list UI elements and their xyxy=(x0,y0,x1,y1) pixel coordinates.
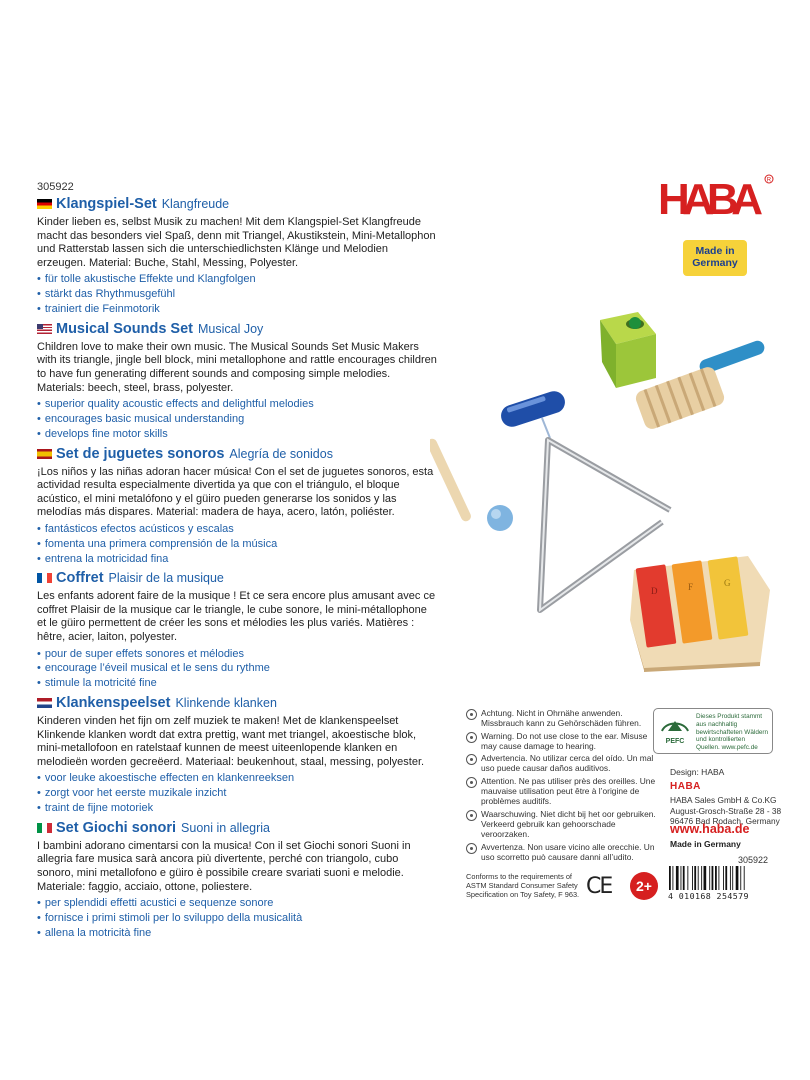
barcode-bar xyxy=(687,866,688,890)
section-title: Set Giochi sonori xyxy=(56,819,177,836)
pefc-certificate xyxy=(653,708,773,754)
warning-item xyxy=(466,753,656,774)
barcode-bar xyxy=(740,866,741,890)
warnings-list xyxy=(466,708,656,864)
feature-item: • develops fine motor skills xyxy=(37,427,437,442)
section-title: Klankenspeelset xyxy=(56,695,171,712)
warning-item xyxy=(466,842,656,863)
article-number-footer: 305922 xyxy=(738,855,769,865)
product-illustration xyxy=(430,290,800,680)
section-title: Musical Sounds Set xyxy=(56,320,193,337)
feature-item: • stimule la motricité fine xyxy=(37,676,437,691)
section-header xyxy=(37,695,437,714)
section-header xyxy=(37,820,437,839)
company-name: HABA Sales GmbH & Co.KG xyxy=(670,795,777,805)
feature-item: • pour de super effets sonores et mélodies xyxy=(37,647,437,662)
section-de xyxy=(37,196,437,317)
astm-compliance-text: Conforms to the requirements of ASTM Standard Consumer Safety Specification on Toy Safety, F 963. xyxy=(466,872,580,900)
barcode-bar xyxy=(744,866,745,890)
feature-item: • traint de fijne motoriek xyxy=(37,801,437,816)
feature-item: • encourage l’éveil musical et le sens du rythme xyxy=(37,661,437,676)
section-header xyxy=(37,446,437,465)
section-subtitle: Suoni in allegria xyxy=(181,820,270,835)
pefc-tree-icon xyxy=(658,713,692,747)
pefc-text: Dieses Produkt stammt aus nachhaltig bewirtschafteten Wäldern und kontrollierten Quellen. www.pefc.de xyxy=(696,713,769,752)
ear-warning-icon xyxy=(466,843,477,854)
section-subtitle: Musical Joy xyxy=(197,321,264,336)
warning-text: Attention. Ne pas utiliser près des oreilles. Une mauvaise utilisation peut être à l’origine de problèmes auditifs. xyxy=(481,775,656,807)
made-in-line1: Made in xyxy=(695,245,735,257)
feature-list xyxy=(37,647,437,691)
barcode-bar xyxy=(672,866,673,890)
ear-warning-icon xyxy=(466,732,477,743)
ear-warning-icon xyxy=(466,777,477,788)
feature-item: • superior quality acoustic effects and delightful melodies xyxy=(37,397,437,412)
ear-warning-icon xyxy=(466,709,477,720)
website-link[interactable]: www.haba.de xyxy=(670,822,750,836)
feature-list xyxy=(37,272,437,316)
warning-item xyxy=(466,809,656,840)
feature-item: • fantásticos efectos acústicos y escalas xyxy=(37,522,437,537)
feature-item: • allena la motricità fine xyxy=(37,926,437,941)
feature-list xyxy=(37,397,437,441)
warning-item xyxy=(466,708,656,729)
section-body: Kinder lieben es, selbst Musik zu machen! Mit dem Klangspiel-Set Klangfreude macht das besonders viel Spaß, denn mit Triangel, Akustikstein, Mini-Metallophon und Ratterstab lassen sich die unterschiedlichsten Klänge und Melodien erzeugen. Material: Buche, Stahl, Messing, Polyester. xyxy=(37,216,436,269)
barcode-bar xyxy=(692,866,693,890)
metallophone-icon xyxy=(630,556,770,672)
section-subtitle: Alegría de sonidos xyxy=(229,446,333,461)
feature-item: • stärkt das Rhythmusgefühl xyxy=(37,287,437,302)
section-it xyxy=(37,820,437,941)
section-us xyxy=(37,321,437,442)
barcode-bar xyxy=(669,866,671,890)
made-in-germany-text: Made in Germany xyxy=(670,839,741,849)
ear-warning-icon xyxy=(466,754,477,765)
barcode-bar xyxy=(715,866,717,890)
feature-item: • entrena la motricidad fina xyxy=(37,552,437,567)
feature-item: • zorgt voor het eerste muzikale inzicht xyxy=(37,786,437,801)
pefc-label: PEFC xyxy=(665,738,685,745)
feature-list xyxy=(37,896,437,940)
product-descriptions xyxy=(37,196,437,945)
triangle-holder-icon xyxy=(498,388,568,438)
warning-text: Waarschuwing. Niet dicht bij het oor gebruiken. Verkeerd gebruik kan gehoorschade veroorzaken. xyxy=(481,808,656,840)
feature-item: • voor leuke akoestische effecten en klankenreeksen xyxy=(37,771,437,786)
barcode-bar xyxy=(683,866,685,890)
flag-us-icon xyxy=(37,324,52,334)
feature-item: • trainiert die Feinmotorik xyxy=(37,302,437,317)
section-subtitle: Klinkende klanken xyxy=(175,696,277,711)
haba-logo xyxy=(656,170,776,222)
warning-text: Warning. Do not use close to the ear. Misuse may cause damage to hearing. xyxy=(481,730,648,751)
green-sound-block-icon xyxy=(600,312,656,388)
section-body: ¡Los niños y las niñas adoran hacer música! Con el set de juguetes sonoros, esta actividad resulta especialmente divertida ya que con el triángulo, el bloque acústico, el mini metalófono y el güiro pueden generarse los sonidos y las melodías más dispares. Material: madera de haya, acero, latón, poliéster. xyxy=(37,465,434,519)
beater-stick-icon xyxy=(430,437,513,531)
feature-list xyxy=(37,522,437,566)
barcode-icon xyxy=(665,866,775,910)
barcode-bar xyxy=(730,866,731,890)
section-body: I bambini adorano cimentarsi con la musica! Con il set Giochi sonori Suoni in allegria fare musica sarà ancora più divertente, perché con triangolo, cubo sonoro, mini metallofono e güiro è possibile creare svariati suoni e melodie. Materiale: faggio, acciaio, ottone, poliestere. xyxy=(37,839,411,893)
barcode-bar xyxy=(723,866,724,890)
svg-text:HABA: HABA xyxy=(658,175,762,222)
haba-small-logo: HABA xyxy=(670,781,701,792)
barcode-bar xyxy=(681,866,682,890)
section-header xyxy=(37,321,437,340)
feature-item: • fornisce i primi stimoli per lo sviluppo della musicalità xyxy=(37,911,437,926)
flag-it-icon xyxy=(37,823,52,833)
xylophone-key-f: F xyxy=(688,582,694,592)
xylophone-key-d: D xyxy=(651,586,658,596)
barcode-bar xyxy=(709,866,710,890)
flag-de-icon xyxy=(37,199,52,209)
barcode-bar xyxy=(704,866,707,890)
svg-text:R: R xyxy=(766,177,772,184)
warning-item xyxy=(466,731,656,752)
flag-nl-icon xyxy=(37,698,52,708)
section-header xyxy=(37,570,437,589)
barcode-bar xyxy=(694,866,696,890)
barcode-bar xyxy=(712,866,714,890)
warning-text: Avvertenza. Non usare vicino alle orecchie. Un uso scorretto può causare danni all’udito. xyxy=(481,841,655,862)
feature-item: • per splendidi effetti acustici e sequenze sonore xyxy=(37,896,437,911)
section-title: Coffret xyxy=(56,570,104,587)
ear-warning-icon xyxy=(466,810,477,821)
section-title: Klangspiel-Set xyxy=(56,196,157,212)
made-in-germany-badge xyxy=(683,240,747,276)
feature-item: • encourages basic musical understanding xyxy=(37,412,437,427)
flag-es-icon xyxy=(37,449,52,459)
section-nl xyxy=(37,695,437,816)
article-number: 305922 xyxy=(37,181,74,193)
warning-text: Achtung. Nicht in Ohrnähe anwenden. Missbrauch kann zu Gehörschäden führen. xyxy=(481,708,642,729)
company-city: 96476 Bad Rodach, Germany xyxy=(670,816,780,826)
section-body: Les enfants adorent faire de la musique ! Et ce sera encore plus amusant avec ce coffret Plaisir de la musique car le triangle, le cube sonore, le mini-métallophone et le güiro permettent de créer les sons et mélodies les plus variés. Matières : hêtre, acier, laiton, polyester. xyxy=(37,590,436,644)
barcode-bar xyxy=(732,866,733,890)
section-subtitle: Klangfreude xyxy=(161,197,230,211)
ce-mark-icon: CE xyxy=(586,874,612,899)
barcode-number: 4 010168 254579 xyxy=(668,891,749,901)
age-badge: 2+ xyxy=(630,872,658,900)
barcode-bar xyxy=(736,866,739,890)
flag-fr-icon xyxy=(37,573,52,583)
section-header xyxy=(37,196,437,215)
feature-item: • fomenta una primera comprensión de la música xyxy=(37,537,437,552)
section-title: Set de juguetes sonoros xyxy=(56,445,225,462)
barcode-bar xyxy=(725,866,727,890)
barcode-bar xyxy=(718,866,719,890)
flag-canton xyxy=(37,324,43,330)
design-credit: Design: HABA xyxy=(670,767,725,777)
feature-list xyxy=(37,771,437,815)
xylophone-key-g: G xyxy=(724,578,731,588)
section-subtitle: Plaisir de la musique xyxy=(108,571,224,586)
warning-item xyxy=(466,776,656,807)
section-es xyxy=(37,446,437,567)
section-body: Kinderen vinden het fijn om zelf muziek te maken! Met de klankenspeelset Klinkende klanken wordt dat extra prettig, want met triangel, akoestische blok, mini-metallofoon en ratelstaaf kunnen de meest uiteenlopende klanken en melodieën worden gecreëerd. Materiaal: beukenhout, staal, messing, polyester. xyxy=(37,715,425,768)
made-in-line2: Germany xyxy=(692,257,738,269)
barcode-bar xyxy=(676,866,679,890)
feature-item: • für tolle akustische Effekte und Klangfolgen xyxy=(37,272,437,287)
company-street: August-Grosch-Straße 28 - 38 xyxy=(670,805,782,816)
barcode-bar xyxy=(701,866,702,890)
warning-text: Advertencia. No utilizar cerca del oído. Un mal uso puede causar daños auditivos. xyxy=(481,753,654,774)
section-fr xyxy=(37,570,437,691)
section-body: Children love to make their own music. The Musical Sounds Set Music Makers with its triangle, jingle bell block, mini metallophone and rattle encourages children to have fun generating different sounds and composing simple melodies. Materials: beech, steel, brass, polyester. xyxy=(37,340,437,394)
barcode-bar xyxy=(698,866,699,890)
